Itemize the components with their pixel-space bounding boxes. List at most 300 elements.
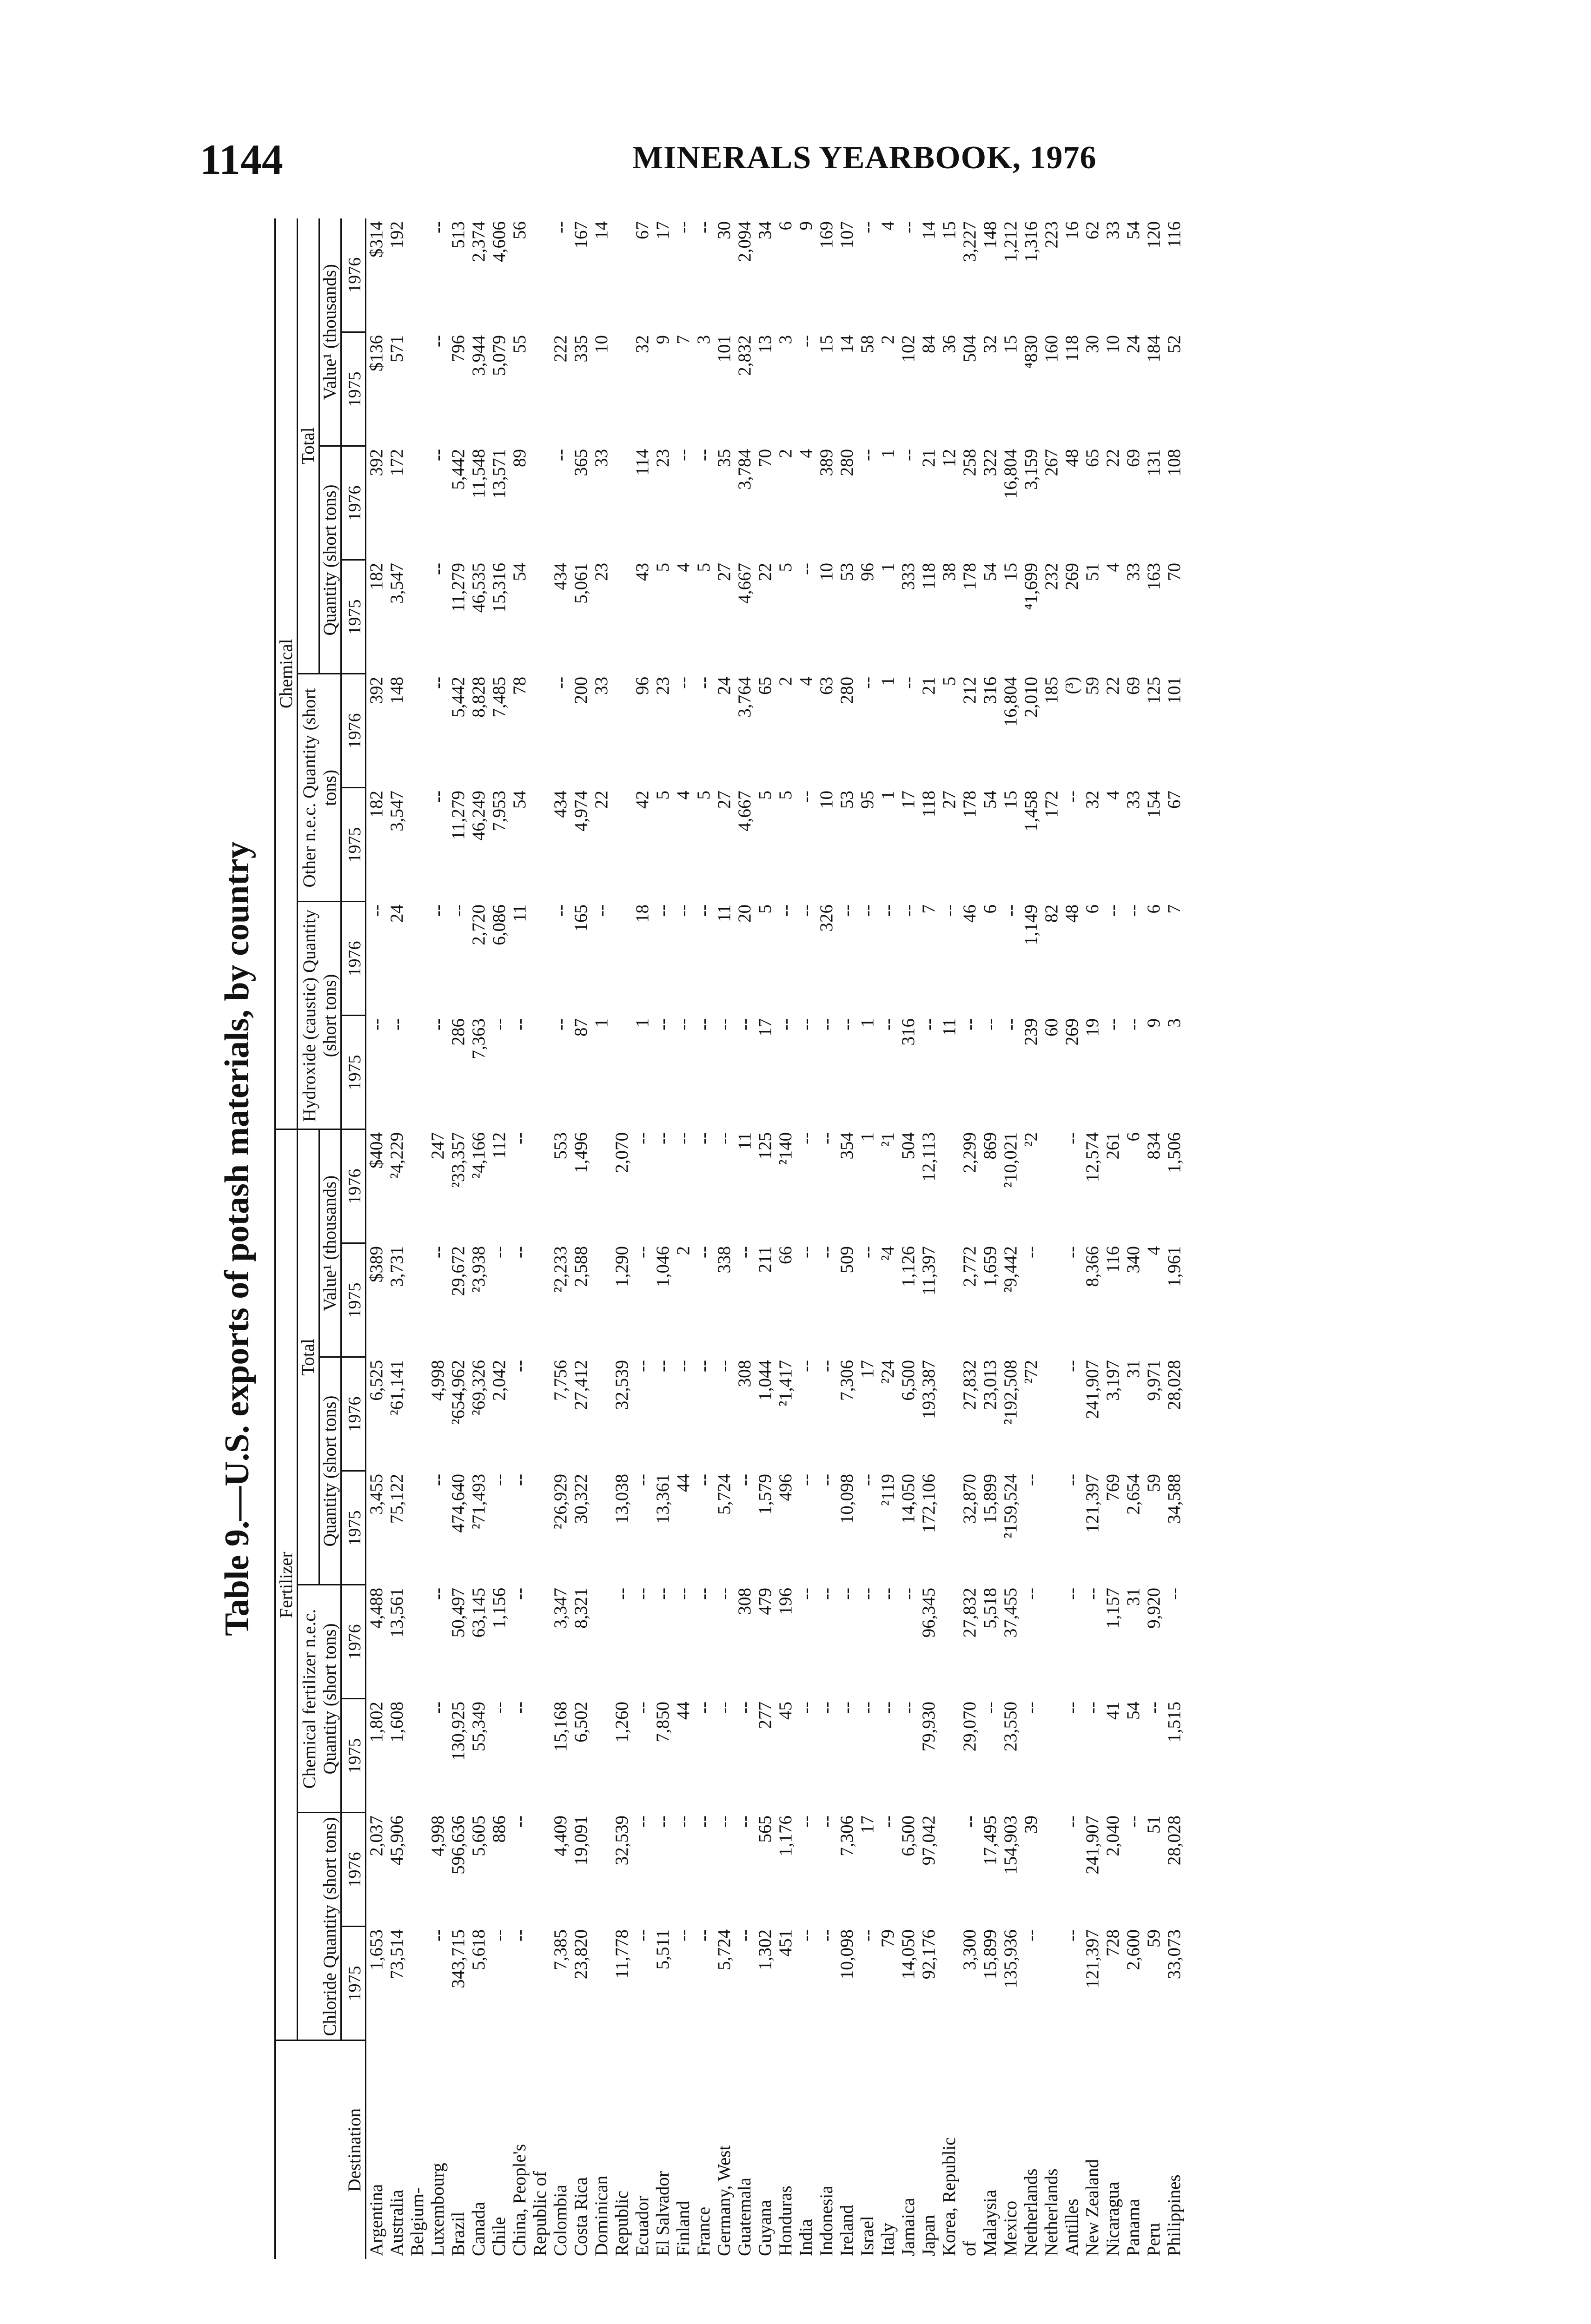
value-cell: 3,731 bbox=[387, 1246, 407, 1287]
value-cell: -- bbox=[694, 1360, 714, 1372]
value-cell: -- bbox=[489, 1474, 509, 1486]
value-cell: -- bbox=[428, 221, 448, 233]
value-cell: 5,518 bbox=[980, 1588, 1000, 1629]
value-cell: 17 bbox=[653, 221, 673, 239]
table-row bbox=[673, 218, 694, 2259]
value-cell: 261 bbox=[1103, 1132, 1123, 1160]
value-cell: -- bbox=[796, 1360, 816, 1372]
value-cell: 31 bbox=[1123, 1588, 1143, 1606]
value-cell: -- bbox=[857, 677, 877, 689]
table-row bbox=[366, 218, 387, 2259]
value-cell: 172 bbox=[1041, 791, 1061, 818]
table-row bbox=[755, 218, 776, 2259]
destination-cell bbox=[1001, 2040, 1021, 2259]
value-cell: 596,636 bbox=[448, 1816, 468, 1875]
destination-label: Republic of bbox=[530, 2171, 550, 2256]
value-cell: -- bbox=[898, 1588, 918, 1600]
value-cell bbox=[939, 1813, 960, 1927]
value-cell: -- bbox=[796, 1588, 816, 1600]
value-cell: 9 bbox=[796, 221, 816, 231]
value-cell: 193,387 bbox=[919, 1360, 939, 1419]
value-cell: 192 bbox=[387, 221, 407, 249]
value-cell: 59 bbox=[1082, 677, 1102, 695]
value-cell: 172 bbox=[387, 449, 407, 476]
value-cell: 565 bbox=[755, 1816, 775, 1843]
value-cell: 20 bbox=[735, 905, 755, 923]
value-cell: 15 bbox=[939, 221, 959, 239]
value-cell: 5 bbox=[755, 905, 775, 914]
year-header: 1976 bbox=[341, 446, 366, 560]
value-cell: 45,906 bbox=[387, 1816, 407, 1866]
value-cell: -- bbox=[632, 1246, 652, 1258]
table-row bbox=[735, 218, 755, 2259]
value-cell: 69 bbox=[1123, 677, 1143, 695]
value-cell: 22 bbox=[591, 791, 611, 809]
value-cell: 70 bbox=[1164, 563, 1184, 581]
value-cell: 2 bbox=[878, 335, 898, 344]
value-cell: 160 bbox=[1041, 335, 1061, 363]
value-cell: 7 bbox=[919, 905, 939, 914]
value-cell: 2,588 bbox=[571, 1246, 591, 1287]
value-cell: 23 bbox=[653, 677, 673, 695]
value-cell: 15,899 bbox=[980, 1474, 1000, 1524]
value-cell: 30 bbox=[714, 221, 734, 239]
value-cell: 120 bbox=[1144, 221, 1164, 249]
value-cell: (³) bbox=[1062, 677, 1082, 694]
value-cell: 23,820 bbox=[571, 1929, 591, 1980]
value-cell: 1,157 bbox=[1103, 1588, 1123, 1629]
value-cell: 3,455 bbox=[366, 1474, 386, 1515]
value-cell: 17,495 bbox=[980, 1816, 1000, 1866]
value-cell: 51 bbox=[1082, 563, 1102, 581]
value-cell: -- bbox=[632, 1474, 652, 1486]
value-cell: 22 bbox=[1103, 449, 1123, 467]
value-cell: 247 bbox=[428, 1132, 448, 1160]
year-header: 1975 bbox=[341, 1927, 366, 2040]
table-row bbox=[1001, 218, 1021, 2259]
value-cell: -- bbox=[878, 1702, 898, 1714]
destination-cell bbox=[714, 2040, 735, 2259]
value-cell: 13 bbox=[755, 335, 775, 353]
destination-cell bbox=[1082, 2040, 1103, 2259]
value-cell: 73,514 bbox=[387, 1929, 407, 1980]
value-cell: 70 bbox=[755, 449, 775, 467]
value-cell: -- bbox=[510, 1474, 530, 1486]
value-cell: ²24 bbox=[878, 1360, 898, 1384]
year-header: 1975 bbox=[341, 1699, 366, 1813]
value-cell: 82 bbox=[1041, 905, 1061, 923]
value-cell: 316 bbox=[980, 677, 1000, 704]
value-cell: 5 bbox=[694, 791, 714, 800]
value-cell: -- bbox=[816, 1246, 836, 1258]
value-cell: -- bbox=[673, 1929, 693, 1941]
destination-label: Netherlands bbox=[1041, 2168, 1061, 2256]
value-cell: 121,397 bbox=[1082, 1929, 1102, 1988]
table-row bbox=[407, 218, 428, 2259]
value-cell: 29,070 bbox=[960, 1702, 980, 1752]
value-cell: 32 bbox=[632, 335, 652, 353]
value-cell: -- bbox=[550, 221, 570, 233]
value-cell: 59 bbox=[1144, 1474, 1164, 1492]
value-cell: -- bbox=[448, 905, 468, 917]
value-cell: 11 bbox=[939, 1018, 959, 1036]
value-cell: -- bbox=[1123, 905, 1143, 917]
value-cell: ²4 bbox=[878, 1246, 898, 1261]
value-cell: -- bbox=[898, 677, 918, 689]
value-cell: -- bbox=[837, 1018, 857, 1030]
value-cell: 308 bbox=[735, 1360, 755, 1387]
value-cell: 335 bbox=[571, 335, 591, 363]
value-cell: 121,397 bbox=[1082, 1474, 1102, 1533]
value-cell: 15,168 bbox=[550, 1702, 570, 1752]
value-cell: -- bbox=[816, 1929, 836, 1941]
value-cell: 55,349 bbox=[469, 1702, 489, 1752]
destination-label: Korea, Republic bbox=[939, 2137, 959, 2256]
value-cell: 212 bbox=[960, 677, 980, 704]
potash-exports-table bbox=[274, 218, 1185, 2259]
destination-label: Ireland bbox=[837, 2205, 857, 2256]
value-cell: 54 bbox=[980, 791, 1000, 809]
destination-label: Malaysia bbox=[980, 2190, 1000, 2256]
value-cell: 1,044 bbox=[755, 1360, 775, 1401]
value-cell: -- bbox=[653, 1132, 673, 1144]
value-cell: 54 bbox=[510, 563, 530, 581]
value-cell: 222 bbox=[550, 335, 570, 363]
value-cell: 22 bbox=[755, 563, 775, 581]
value-cell: -- bbox=[428, 905, 448, 917]
value-cell: $314 bbox=[366, 221, 386, 257]
destination-label: Argentina bbox=[366, 2184, 386, 2256]
value-cell: -- bbox=[632, 1360, 652, 1372]
value-cell: 2,299 bbox=[960, 1132, 980, 1173]
value-cell: -- bbox=[428, 677, 448, 689]
value-cell: -- bbox=[673, 677, 693, 689]
value-cell: 479 bbox=[755, 1588, 775, 1615]
value-cell: -- bbox=[550, 1018, 570, 1030]
fertilizer-header: Fertilizer bbox=[275, 1129, 298, 2040]
value-cell: 43 bbox=[632, 563, 652, 581]
value-cell: -- bbox=[735, 1474, 755, 1486]
value-cell bbox=[530, 1471, 550, 1585]
value-cell: 38 bbox=[939, 563, 959, 581]
value-cell: 44 bbox=[673, 1702, 693, 1720]
destination-label: Panama bbox=[1123, 2199, 1143, 2256]
value-cell: 32 bbox=[1082, 791, 1102, 809]
value-cell: -- bbox=[550, 449, 570, 461]
value-cell: 7,306 bbox=[837, 1360, 857, 1401]
value-cell bbox=[612, 1016, 632, 1129]
value-cell bbox=[530, 1243, 550, 1357]
value-cell: 571 bbox=[387, 335, 407, 363]
destination-label: Germany, West bbox=[714, 2145, 734, 2256]
value-cell: 9,920 bbox=[1144, 1588, 1164, 1629]
value-cell: 125 bbox=[755, 1132, 775, 1160]
value-cell bbox=[530, 446, 550, 560]
value-cell: 474,640 bbox=[448, 1474, 468, 1533]
destination-cell bbox=[510, 2040, 530, 2259]
value-cell: -- bbox=[489, 1702, 509, 1714]
value-cell: 5,511 bbox=[653, 1929, 673, 1970]
value-cell: 96 bbox=[632, 677, 652, 695]
chemical-fertilizer-header: Chemical fertilizer n.e.c. Quantity (short tons) bbox=[298, 1585, 341, 1813]
value-cell: -- bbox=[1062, 1929, 1082, 1941]
value-cell: 3 bbox=[776, 335, 796, 344]
value-cell: 29,672 bbox=[448, 1246, 468, 1296]
running-head: MINERALS YEARBOOK, 1976 bbox=[632, 140, 1097, 176]
value-cell: 14 bbox=[919, 221, 939, 239]
value-cell: 434 bbox=[550, 791, 570, 818]
value-cell: -- bbox=[428, 1018, 448, 1030]
value-cell: 3,300 bbox=[960, 1929, 980, 1970]
table-row bbox=[796, 218, 816, 2259]
value-cell bbox=[407, 1585, 428, 1699]
destination-label: Canada bbox=[469, 2202, 489, 2256]
value-cell: 6 bbox=[1123, 1132, 1143, 1142]
value-cell: 92,176 bbox=[919, 1929, 939, 1980]
value-cell: -- bbox=[939, 905, 959, 917]
value-cell: -- bbox=[796, 335, 816, 347]
destination-cell bbox=[857, 2040, 878, 2259]
value-cell: ²159,524 bbox=[1001, 1474, 1021, 1538]
value-cell: 4,667 bbox=[735, 563, 755, 604]
value-cell bbox=[1041, 1129, 1062, 1243]
value-cell: 10,098 bbox=[837, 1474, 857, 1524]
value-cell: 1 bbox=[591, 1018, 611, 1028]
destination-cell bbox=[632, 2040, 653, 2259]
table-row bbox=[1041, 218, 1062, 2259]
value-cell: 131 bbox=[1144, 449, 1164, 476]
value-cell: 24 bbox=[714, 677, 734, 695]
value-cell: -- bbox=[1103, 905, 1123, 917]
value-cell: 308 bbox=[735, 1588, 755, 1615]
value-cell: 340 bbox=[1123, 1246, 1143, 1274]
value-cell: 3,944 bbox=[469, 335, 489, 376]
value-cell: -- bbox=[510, 1816, 530, 1828]
value-cell: 11,279 bbox=[448, 791, 468, 840]
destination-label: El Salvador bbox=[653, 2171, 673, 2256]
value-cell: 434 bbox=[550, 563, 570, 590]
value-cell: -- bbox=[960, 1018, 980, 1030]
value-cell: 69 bbox=[1123, 449, 1143, 467]
value-cell: 51 bbox=[1144, 1816, 1164, 1834]
destination-cell bbox=[591, 2040, 612, 2259]
value-cell bbox=[591, 1927, 612, 2040]
value-cell: 4 bbox=[796, 677, 816, 686]
value-cell: -- bbox=[694, 1588, 714, 1600]
value-cell: 2,832 bbox=[735, 335, 755, 376]
value-cell: -- bbox=[653, 1018, 673, 1030]
destination-label: Dominican bbox=[591, 2175, 611, 2256]
value-cell: 154,903 bbox=[1001, 1816, 1021, 1875]
value-cell: -- bbox=[980, 1702, 1000, 1714]
value-cell: 163 bbox=[1144, 563, 1164, 590]
table-row bbox=[653, 218, 673, 2259]
table-row bbox=[612, 218, 632, 2259]
value-cell: 24 bbox=[1123, 335, 1143, 353]
destination-label: Costa Rica bbox=[571, 2177, 591, 2256]
value-cell: 504 bbox=[960, 335, 980, 363]
table-row bbox=[1144, 218, 1164, 2259]
value-cell bbox=[407, 1357, 428, 1471]
value-cell: 28,028 bbox=[1164, 1360, 1184, 1410]
value-cell: 87 bbox=[571, 1018, 591, 1037]
value-cell: 9 bbox=[653, 335, 673, 344]
value-cell: -- bbox=[857, 905, 877, 917]
value-cell: 178 bbox=[960, 563, 980, 590]
chemical-total-quantity-header: Quantity (short tons) bbox=[319, 446, 341, 674]
value-cell: -- bbox=[796, 1018, 816, 1030]
value-cell: 107 bbox=[837, 221, 857, 249]
value-cell: -- bbox=[898, 1702, 918, 1714]
value-cell: 79,930 bbox=[919, 1702, 939, 1752]
value-cell: -- bbox=[714, 1816, 734, 1828]
value-cell: ²4,229 bbox=[387, 1132, 407, 1179]
value-cell: 30,322 bbox=[571, 1474, 591, 1524]
table-row bbox=[837, 218, 857, 2259]
value-cell: -- bbox=[1164, 1588, 1184, 1600]
value-cell: 277 bbox=[755, 1702, 775, 1729]
value-cell bbox=[612, 902, 632, 1016]
destination-cell bbox=[550, 2040, 571, 2259]
value-cell: 89 bbox=[510, 449, 530, 467]
value-cell: 34,588 bbox=[1164, 1474, 1184, 1524]
value-cell: 6 bbox=[1082, 905, 1102, 914]
value-cell: 16 bbox=[1062, 221, 1082, 239]
value-cell: ²10,021 bbox=[1001, 1132, 1021, 1188]
value-cell: ²1 bbox=[878, 1132, 898, 1147]
value-cell: 241,907 bbox=[1082, 1360, 1102, 1419]
value-cell: 167 bbox=[571, 221, 591, 249]
value-cell: -- bbox=[694, 1018, 714, 1030]
value-cell: -- bbox=[612, 1588, 632, 1600]
destination-cell bbox=[612, 2040, 632, 2259]
destination-label: Peru bbox=[1144, 2223, 1164, 2256]
value-cell: 16,804 bbox=[1001, 449, 1021, 499]
value-cell: -- bbox=[898, 905, 918, 917]
year-header: 1976 bbox=[341, 1585, 366, 1699]
value-cell: 5 bbox=[755, 791, 775, 800]
value-cell: 1,608 bbox=[387, 1702, 407, 1743]
value-cell: 114 bbox=[632, 449, 652, 476]
destination-cell bbox=[960, 2040, 980, 2259]
hydroxide-header: Hydroxide (caustic) Quantity (short tons) bbox=[298, 902, 341, 1129]
value-cell: -- bbox=[632, 1929, 652, 1941]
value-cell: 16,804 bbox=[1001, 677, 1021, 727]
value-cell: 2,094 bbox=[735, 221, 755, 262]
value-cell: 8,828 bbox=[469, 677, 489, 718]
value-cell: 118 bbox=[919, 791, 939, 818]
value-cell: -- bbox=[673, 905, 693, 917]
destination-label: Colombia bbox=[550, 2185, 570, 2256]
value-cell: 10,098 bbox=[837, 1929, 857, 1980]
value-cell: 3 bbox=[1164, 1018, 1184, 1028]
destination-label: Israel bbox=[857, 2216, 877, 2256]
value-cell: 3,347 bbox=[550, 1588, 570, 1629]
value-cell: -- bbox=[1021, 1474, 1041, 1486]
value-cell: 12,113 bbox=[919, 1132, 939, 1182]
value-cell bbox=[530, 902, 550, 1016]
value-cell: 182 bbox=[366, 791, 386, 818]
value-cell: 7,850 bbox=[653, 1702, 673, 1743]
value-cell: 1,653 bbox=[366, 1929, 386, 1970]
value-cell: 11 bbox=[714, 905, 734, 922]
value-cell: ²33,357 bbox=[448, 1132, 468, 1188]
value-cell: -- bbox=[510, 1132, 530, 1144]
table-title: Table 9.—U.S. exports of potash materials, by country bbox=[218, 841, 256, 1636]
value-cell: -- bbox=[857, 449, 877, 461]
value-cell: -- bbox=[857, 1246, 877, 1258]
value-cell: -- bbox=[428, 1588, 448, 1600]
value-cell: -- bbox=[366, 905, 386, 917]
value-cell: 84 bbox=[919, 335, 939, 353]
value-cell: 33 bbox=[1123, 791, 1143, 809]
value-cell: 326 bbox=[816, 905, 836, 932]
value-cell bbox=[1041, 1699, 1062, 1813]
value-cell: 886 bbox=[489, 1816, 509, 1843]
table-row bbox=[550, 218, 571, 2259]
value-cell bbox=[407, 1243, 428, 1357]
value-cell bbox=[1041, 1813, 1062, 1927]
value-cell: 54 bbox=[1123, 221, 1143, 239]
destination-cell bbox=[407, 2040, 428, 2259]
destination-cell bbox=[653, 2040, 673, 2259]
value-cell: 17 bbox=[857, 1816, 877, 1834]
value-cell: 7 bbox=[1164, 905, 1184, 914]
year-header: 1975 bbox=[341, 1016, 366, 1129]
value-cell: 4 bbox=[673, 563, 693, 572]
value-cell: 7,306 bbox=[837, 1816, 857, 1856]
value-cell: 58 bbox=[857, 335, 877, 353]
value-cell: 1,176 bbox=[776, 1816, 796, 1856]
value-cell: -- bbox=[714, 1132, 734, 1144]
value-cell: 96,345 bbox=[919, 1588, 939, 1638]
value-cell: 41 bbox=[1103, 1702, 1123, 1720]
year-header: 1976 bbox=[341, 1129, 366, 1243]
destination-cell bbox=[428, 2040, 448, 2259]
value-cell: 11 bbox=[735, 1132, 755, 1150]
value-cell: 15 bbox=[1001, 791, 1021, 809]
destination-cell bbox=[919, 2040, 939, 2259]
value-cell: $136 bbox=[366, 335, 386, 371]
value-cell: 148 bbox=[980, 221, 1000, 249]
value-cell: 118 bbox=[1062, 335, 1082, 362]
value-cell bbox=[939, 1699, 960, 1813]
destination-cell bbox=[1144, 2040, 1164, 2259]
value-cell: -- bbox=[489, 1246, 509, 1258]
destination-label: Netherlands bbox=[1021, 2168, 1041, 2256]
value-cell: ²140 bbox=[776, 1132, 796, 1165]
value-cell: 95 bbox=[857, 791, 877, 809]
value-cell: -- bbox=[510, 1360, 530, 1372]
value-cell: -- bbox=[550, 905, 570, 917]
value-cell bbox=[591, 1243, 612, 1357]
value-cell: -- bbox=[510, 1929, 530, 1941]
value-cell: 67 bbox=[632, 221, 652, 239]
table-row bbox=[448, 218, 469, 2259]
table-row bbox=[387, 218, 407, 2259]
value-cell: 130,925 bbox=[448, 1702, 468, 1761]
table-row bbox=[489, 218, 510, 2259]
value-cell: ²72 bbox=[1021, 1360, 1041, 1384]
value-cell bbox=[407, 1129, 428, 1243]
chemical-total-header: Total bbox=[298, 218, 319, 674]
destination-cell bbox=[1062, 2040, 1082, 2259]
value-cell: 834 bbox=[1144, 1132, 1164, 1160]
value-cell: -- bbox=[673, 1360, 693, 1372]
table-row bbox=[980, 218, 1001, 2259]
value-cell: ²654,962 bbox=[448, 1360, 468, 1425]
table-row bbox=[1103, 218, 1123, 2259]
